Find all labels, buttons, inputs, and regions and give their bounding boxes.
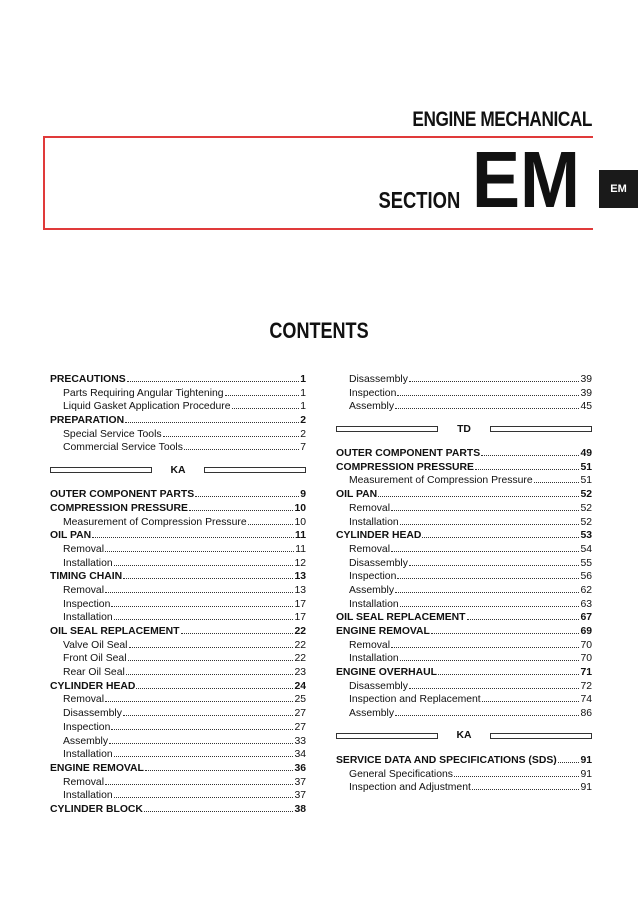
toc-subentry[interactable] — [336, 556, 592, 570]
dot-leader — [395, 583, 579, 593]
toc-entry-label: CYLINDER HEAD — [336, 530, 422, 542]
dot-leader — [400, 515, 580, 525]
dot-leader — [475, 460, 579, 470]
toc-entry-label: Installation — [349, 653, 399, 665]
toc-section-entry[interactable] — [50, 528, 306, 542]
toc-section-entry[interactable] — [50, 802, 306, 816]
toc-page-number: 1 — [300, 387, 306, 399]
toc-subentry[interactable] — [50, 597, 306, 611]
toc-entry-label: General Specifications — [349, 768, 453, 780]
dot-leader — [472, 780, 580, 790]
toc-page-number: 22 — [294, 653, 306, 665]
toc-page-number: 62 — [580, 584, 592, 596]
divider-bar — [204, 467, 306, 473]
toc-subentry[interactable] — [336, 638, 592, 652]
toc-subentry[interactable] — [336, 372, 592, 386]
toc-page-number: 27 — [294, 708, 306, 720]
toc-page-number: 27 — [294, 721, 306, 733]
dot-leader — [431, 624, 580, 634]
dot-leader — [105, 583, 293, 593]
toc-entry-label: Removal — [349, 543, 390, 555]
toc-subentry[interactable] — [50, 692, 306, 706]
dot-leader — [395, 399, 579, 409]
toc-page-number: 39 — [580, 387, 592, 399]
toc-entry-label: Installation — [63, 790, 113, 802]
toc-page-number: 33 — [294, 735, 306, 747]
toc-section-entry[interactable] — [336, 446, 592, 460]
toc-entry-label: OUTER COMPONENT PARTS — [50, 489, 195, 501]
dot-leader — [391, 501, 579, 511]
dot-leader — [105, 692, 293, 702]
dot-leader — [114, 556, 294, 566]
toc-page-number: 36 — [294, 762, 306, 774]
dot-leader — [105, 542, 294, 552]
dot-leader — [232, 399, 300, 409]
toc-page-number: 2 — [300, 428, 306, 440]
toc-entry-label: Disassembly — [349, 374, 408, 385]
dot-leader — [181, 624, 294, 634]
dot-leader — [114, 788, 294, 798]
toc-page-number: 12 — [294, 557, 306, 569]
dot-leader — [409, 679, 580, 689]
toc-entry-label: ENGINE REMOVAL — [50, 762, 144, 774]
toc-page-number: 10 — [294, 502, 306, 514]
manual-title: ENGINE MECHANICAL — [412, 108, 592, 131]
dot-leader — [467, 610, 580, 620]
dot-leader — [144, 802, 294, 812]
dot-leader — [534, 473, 580, 483]
toc-page-number: 2 — [300, 415, 306, 427]
dot-leader — [127, 372, 300, 382]
toc-page-number: 56 — [580, 571, 592, 583]
toc-subentry[interactable] — [50, 399, 306, 413]
toc-entry-label: ENGINE OVERHAUL — [336, 667, 438, 679]
dot-leader — [454, 767, 579, 777]
section-code: EM — [472, 135, 580, 224]
toc-right-column — [336, 372, 592, 794]
toc-entry-label: Installation — [63, 557, 113, 569]
toc-page-number: 91 — [580, 768, 592, 780]
toc-section-entry[interactable] — [50, 569, 306, 583]
toc-page-number: 17 — [294, 612, 306, 624]
toc-page-number: 54 — [580, 543, 592, 555]
toc-page-number: 17 — [294, 598, 306, 610]
toc-entry-label: OIL PAN — [50, 530, 92, 542]
toc-entry-label: Measurement of Compression Pressure — [349, 475, 533, 487]
toc-section-entry[interactable] — [50, 413, 306, 427]
contents-heading: CONTENTS — [269, 318, 369, 343]
toc-entry-label: ENGINE REMOVAL — [336, 626, 430, 637]
toc-section-entry[interactable] — [336, 665, 592, 679]
toc-page-number: 38 — [294, 803, 306, 815]
toc-page-number: 39 — [580, 374, 592, 385]
toc-page-number: 11 — [295, 530, 306, 542]
toc-subentry[interactable] — [50, 638, 306, 652]
toc-subentry[interactable] — [50, 651, 306, 665]
toc-page-number: 11 — [295, 543, 306, 555]
dot-leader — [558, 753, 580, 763]
toc-entry-label: Removal — [349, 639, 390, 651]
toc-entry-label: OIL PAN — [336, 489, 378, 501]
toc-subentry[interactable] — [50, 542, 306, 556]
toc-page-number: 71 — [580, 667, 592, 679]
toc-subentry[interactable] — [50, 747, 306, 761]
divider-bar — [50, 467, 152, 473]
toc-subentry[interactable] — [336, 679, 592, 693]
toc-entry-label: CYLINDER HEAD — [50, 680, 136, 692]
toc-page-number: 91 — [580, 754, 592, 766]
toc-left-column — [50, 372, 306, 816]
dot-leader — [378, 487, 579, 497]
toc-entry-label: Installation — [349, 598, 399, 610]
toc-page-number: 51 — [580, 475, 592, 487]
toc-entry-label: Installation — [349, 516, 399, 528]
dot-leader — [111, 597, 293, 607]
dot-leader — [105, 775, 293, 785]
toc-section-entry[interactable] — [336, 624, 592, 638]
divider-bar — [336, 426, 438, 432]
toc-subentry[interactable] — [336, 767, 592, 781]
toc-section-entry[interactable] — [50, 761, 306, 775]
toc-subentry[interactable] — [336, 542, 592, 556]
dot-leader — [195, 487, 299, 497]
dot-leader — [126, 665, 294, 675]
toc-page-number: 51 — [580, 461, 592, 473]
toc-entry-label: Inspection and Replacement — [349, 694, 481, 706]
toc-page-number: 13 — [294, 584, 306, 596]
dot-leader — [481, 446, 579, 456]
dot-leader — [391, 638, 579, 648]
toc-section-entry[interactable] — [50, 679, 306, 693]
toc-page-number: 70 — [580, 653, 592, 665]
toc-subentry[interactable] — [336, 780, 592, 794]
dot-leader — [123, 706, 294, 716]
divider-bar — [336, 733, 438, 739]
toc-page-number: 52 — [580, 489, 592, 501]
dot-leader — [391, 542, 579, 552]
toc-subentry[interactable] — [336, 597, 592, 611]
dot-leader — [397, 569, 579, 579]
toc-entry-label: Rear Oil Seal — [63, 667, 125, 679]
toc-entry-label: Assembly — [63, 735, 109, 747]
dot-leader — [409, 372, 580, 382]
toc-entry-label: Disassembly — [63, 708, 122, 720]
toc-page-number: 55 — [580, 557, 592, 569]
dot-leader — [136, 679, 293, 689]
toc-subentry[interactable] — [336, 583, 592, 597]
toc-page-number: 22 — [294, 626, 306, 637]
toc-entry-label: Inspection — [349, 571, 397, 583]
toc-subentry[interactable] — [50, 515, 306, 529]
toc-page-number: 52 — [580, 502, 592, 514]
toc-entry-label: Assembly — [349, 401, 395, 413]
toc-subentry[interactable] — [50, 720, 306, 734]
dot-leader — [400, 651, 580, 661]
toc-entry-label: Disassembly — [349, 557, 408, 569]
toc-entry-label: Inspection — [349, 387, 397, 399]
toc-entry-label: Removal — [63, 776, 104, 788]
dot-leader — [400, 597, 580, 607]
toc-section-entry[interactable] — [50, 372, 306, 386]
engine-divider — [50, 454, 306, 486]
toc-entry-label: PREPARATION — [50, 415, 125, 427]
toc-section-entry[interactable] — [50, 624, 306, 638]
dot-leader — [395, 706, 579, 716]
toc-entry-label: OUTER COMPONENT PARTS — [336, 448, 481, 460]
toc-page-number: 23 — [294, 667, 306, 679]
toc-entry-label: Inspection — [63, 721, 111, 733]
toc-entry-label: Front Oil Seal — [63, 653, 127, 665]
toc-entry-label: Removal — [63, 584, 104, 596]
toc-entry-label: Commercial Service Tools — [63, 442, 183, 454]
toc-page-number: 34 — [294, 749, 306, 761]
toc-subentry[interactable] — [336, 651, 592, 665]
toc-section-entry[interactable] — [336, 753, 592, 767]
toc-page-number: 72 — [580, 680, 592, 692]
dot-leader — [409, 556, 580, 566]
toc-subentry[interactable] — [50, 775, 306, 789]
toc-page-number: 63 — [580, 598, 592, 610]
toc-page-number: 25 — [294, 694, 306, 706]
toc-subentry[interactable] — [336, 569, 592, 583]
toc-page-number: 52 — [580, 516, 592, 528]
toc-section-entry[interactable] — [50, 501, 306, 515]
toc-entry-label: Assembly — [349, 584, 395, 596]
dot-leader — [123, 569, 293, 579]
dot-leader — [145, 761, 294, 771]
toc-subentry[interactable] — [50, 583, 306, 597]
section-label: SECTION — [378, 187, 460, 213]
toc-entry-label: PRECAUTIONS — [50, 374, 126, 385]
toc-entry-label: Removal — [63, 694, 104, 706]
toc-page-number: 53 — [580, 530, 592, 542]
toc-entry-label: COMPRESSION PRESSURE — [50, 502, 188, 514]
dot-leader — [129, 638, 294, 648]
toc-subentry[interactable] — [50, 734, 306, 748]
dot-leader — [114, 610, 294, 620]
toc-page-number: 1 — [300, 374, 306, 385]
toc-entry-label: Removal — [349, 502, 390, 514]
toc-subentry[interactable] — [336, 399, 592, 413]
toc-section-entry[interactable] — [336, 610, 592, 624]
toc-entry-label: Parts Requiring Angular Tightening — [63, 387, 224, 399]
toc-section-entry[interactable] — [50, 487, 306, 501]
dot-leader — [438, 665, 579, 675]
dot-leader — [128, 651, 294, 661]
toc-page-number: 37 — [294, 790, 306, 802]
toc-entry-label: Liquid Gasket Application Procedure — [63, 401, 231, 413]
toc-page-number: 24 — [294, 680, 306, 692]
toc-page-number: 7 — [300, 442, 306, 454]
toc-page-number: 10 — [294, 516, 306, 528]
toc-section-entry[interactable] — [336, 487, 592, 501]
toc-subentry[interactable] — [336, 386, 592, 400]
toc-subentry[interactable] — [336, 692, 592, 706]
toc-entry-label: Assembly — [349, 708, 395, 720]
toc-subentry[interactable] — [336, 501, 592, 515]
toc-entry-label: OIL SEAL REPLACEMENT — [336, 612, 466, 624]
toc-subentry[interactable] — [50, 556, 306, 570]
toc-entry-label: Inspection — [63, 598, 111, 610]
toc-subentry[interactable] — [50, 427, 306, 441]
toc-page-number: 86 — [580, 708, 592, 720]
toc-page-number: 69 — [580, 626, 592, 637]
engine-code: KA — [456, 730, 472, 742]
toc-page-number: 37 — [294, 776, 306, 788]
toc-subentry[interactable] — [336, 706, 592, 720]
toc-entry-label: Valve Oil Seal — [63, 639, 128, 651]
divider-bar — [490, 426, 592, 432]
dot-leader — [114, 747, 294, 757]
toc-entry-label: Installation — [63, 749, 113, 761]
dot-leader — [422, 528, 579, 538]
toc-page-number: 49 — [580, 448, 592, 460]
toc-entry-label: Special Service Tools — [63, 428, 162, 440]
toc-entry-label: Measurement of Compression Pressure — [63, 516, 247, 528]
toc-subentry[interactable] — [50, 386, 306, 400]
dot-leader — [163, 427, 300, 437]
toc-entry-label: OIL SEAL REPLACEMENT — [50, 626, 180, 637]
dot-leader — [109, 734, 293, 744]
toc-page-number: 45 — [580, 401, 592, 413]
engine-divider — [336, 413, 592, 445]
toc-entry-label: Inspection and Adjustment — [349, 782, 471, 794]
toc-entry-label: Removal — [63, 543, 104, 555]
engine-divider — [336, 720, 592, 752]
toc-entry-label: TIMING CHAIN — [50, 571, 123, 583]
toc-page-number: 9 — [300, 489, 306, 501]
toc-page-number: 13 — [294, 571, 306, 583]
toc-page-number: 70 — [580, 639, 592, 651]
dot-leader — [125, 413, 299, 423]
engine-code: TD — [457, 423, 471, 435]
dot-leader — [92, 528, 294, 538]
toc-page-number: 74 — [580, 694, 592, 706]
toc-entry-label: COMPRESSION PRESSURE — [336, 461, 474, 473]
dot-leader — [248, 515, 294, 525]
toc-subentry[interactable] — [336, 473, 592, 487]
toc-subentry[interactable] — [50, 788, 306, 802]
dot-leader — [189, 501, 293, 511]
toc-page-number: 1 — [300, 401, 306, 413]
toc-section-entry[interactable] — [336, 528, 592, 542]
toc-entry-label: Disassembly — [349, 680, 408, 692]
toc-entry-label: Installation — [63, 612, 113, 624]
toc-entry-label: SERVICE DATA AND SPECIFICATIONS (SDS) — [336, 754, 557, 766]
toc-page-number: 91 — [580, 782, 592, 794]
dot-leader — [111, 720, 293, 730]
dot-leader — [397, 386, 579, 396]
toc-entry-label: CYLINDER BLOCK — [50, 803, 143, 815]
dot-leader — [225, 386, 300, 396]
dot-leader — [482, 692, 580, 702]
toc-page-number: 67 — [580, 612, 592, 624]
toc-subentry[interactable] — [50, 440, 306, 454]
engine-code: KA — [170, 464, 186, 476]
toc-subentry[interactable] — [336, 515, 592, 529]
toc-subentry[interactable] — [50, 706, 306, 720]
toc-subentry[interactable] — [50, 665, 306, 679]
divider-bar — [490, 733, 592, 739]
side-tab-em[interactable]: EM — [599, 170, 638, 208]
toc-page-number: 22 — [294, 639, 306, 651]
dot-leader — [184, 440, 299, 450]
toc-section-entry[interactable] — [336, 460, 592, 474]
toc-subentry[interactable] — [50, 610, 306, 624]
